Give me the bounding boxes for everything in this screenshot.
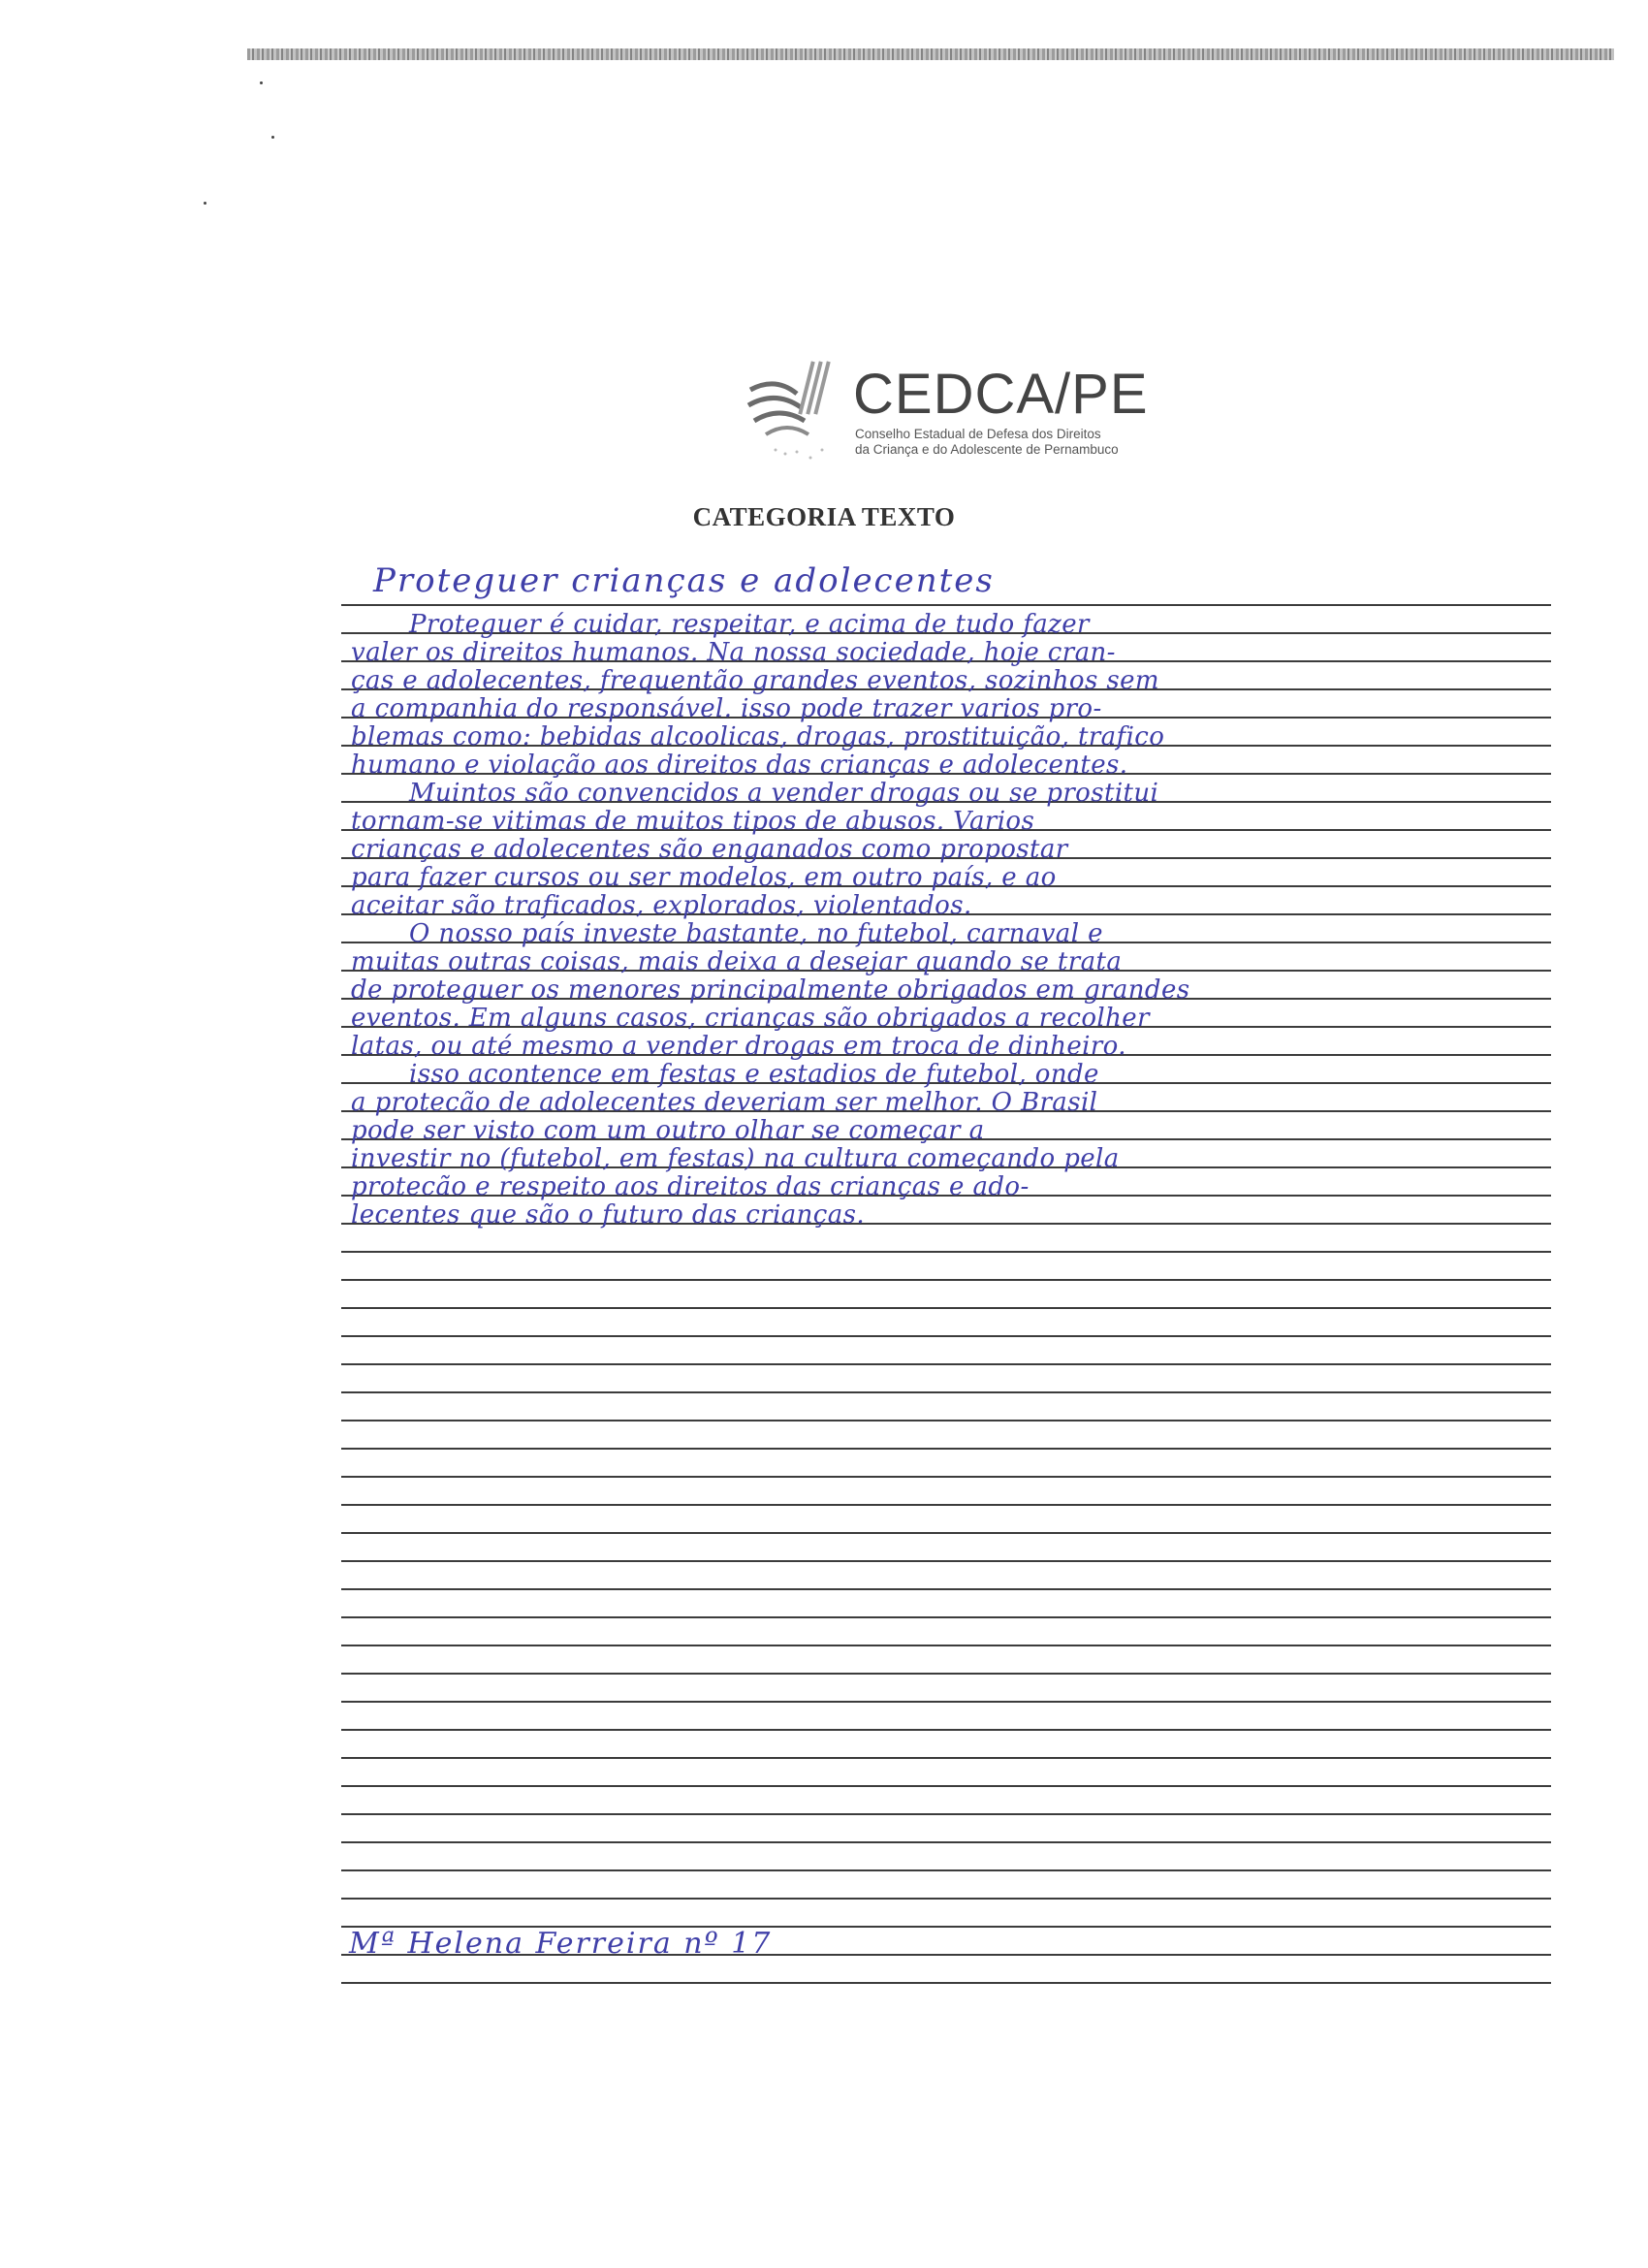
ruled-line <box>341 1757 1551 1759</box>
ruled-line <box>341 1841 1551 1843</box>
ruled-line <box>341 1363 1551 1365</box>
essay-line: protecão e respeito aos direitos das crianças e ado- <box>351 1172 1030 1201</box>
scan-speck <box>260 81 263 84</box>
essay-line: valer os direitos humanos. Na nossa sociedade, hoje cran- <box>351 638 1116 667</box>
ruled-line <box>341 1645 1551 1646</box>
essay-line: Proteguer é cuidar, respeitar, e acima de tudo fazer <box>409 610 1090 639</box>
essay-line: investir no (futebol, em festas) na cultura começando pela <box>351 1144 1120 1173</box>
essay-line: a companhia do responsável. isso pode trazer varios pro- <box>351 694 1102 723</box>
ruled-line <box>341 1504 1551 1506</box>
ruled-line <box>341 604 1551 606</box>
ruled-line <box>341 1729 1551 1731</box>
essay-line: isso acontence em festas e estadios de futebol, onde <box>409 1060 1099 1089</box>
essay-title: Proteguer crianças e adolecentes <box>373 561 995 600</box>
ruled-line <box>341 1869 1551 1871</box>
ruled-line <box>341 1785 1551 1787</box>
essay-line: latas, ou até mesmo a vender drogas em troca de dinheiro. <box>351 1032 1126 1061</box>
ruled-line <box>341 1448 1551 1450</box>
author-signature: Mª Helena Ferreira nº 17 <box>349 1927 773 1961</box>
ruled-line <box>341 1588 1551 1590</box>
scan-speck <box>204 202 206 205</box>
essay-line: blemas como: bebidas alcoolicas, drogas, prostituição, trafico <box>351 722 1165 751</box>
ruled-line <box>341 1251 1551 1253</box>
ruled-line <box>341 1279 1551 1281</box>
ruled-line <box>341 1982 1551 1984</box>
essay-line: eventos. Em alguns casos, crianças são obrigados a recolher <box>351 1004 1150 1033</box>
essay-line: tornam-se vitimas de muitos tipos de abusos. Varios <box>351 807 1035 836</box>
ruled-line <box>341 1420 1551 1421</box>
essay-line: a protecão de adolecentes deveriam ser melhor. O Brasil <box>351 1088 1098 1117</box>
essay-line: muitas outras coisas, mais deixa a desejar quando se trata <box>351 947 1123 976</box>
ruled-line <box>341 1701 1551 1703</box>
essay-line: lecentes que são o futuro das crianças. <box>351 1200 866 1230</box>
essay-line: crianças e adolecentes são enganados como propostar <box>351 835 1068 864</box>
ruled-line <box>341 1560 1551 1562</box>
ruled-line <box>341 1616 1551 1618</box>
essay-line: pode ser visto com um outro olhar se começar a <box>351 1116 985 1145</box>
org-name-line: Conselho Estadual de Defesa dos Direitos <box>855 427 1101 441</box>
ruled-line <box>341 1532 1551 1534</box>
category-heading: CATEGORIA TEXTO <box>692 502 956 531</box>
scan-speck <box>271 136 274 139</box>
ruled-line <box>341 1335 1551 1337</box>
org-acronym: CEDCA/PE <box>853 363 1149 426</box>
essay-line: de proteguer os menores principalmente obrigados em grandes <box>351 975 1190 1005</box>
essay-line: aceitar são traficados, explorados, violentados. <box>351 891 972 920</box>
ruled-line <box>341 1391 1551 1393</box>
essay-line: O nosso país investe bastante, no futebol, carnaval e <box>409 919 1103 948</box>
ruled-line <box>341 1476 1551 1478</box>
essay-line: para fazer cursos ou ser modelos, em outro país, e ao <box>351 863 1057 892</box>
ruled-line <box>341 1813 1551 1815</box>
ruled-line <box>341 1307 1551 1309</box>
ruled-line <box>341 1673 1551 1675</box>
essay-line: ças e adolecentes, frequentão grandes eventos, sozinhos sem <box>351 666 1159 695</box>
essay-line: humano e violação aos direitos das crianças e adolecentes. <box>351 751 1128 780</box>
essay-line: Muintos são convencidos a vender drogas ou se prostitui <box>409 779 1159 808</box>
org-name-line: da Criança e do Adolescente de Pernambuco <box>855 442 1119 457</box>
ruled-line <box>341 1898 1551 1900</box>
